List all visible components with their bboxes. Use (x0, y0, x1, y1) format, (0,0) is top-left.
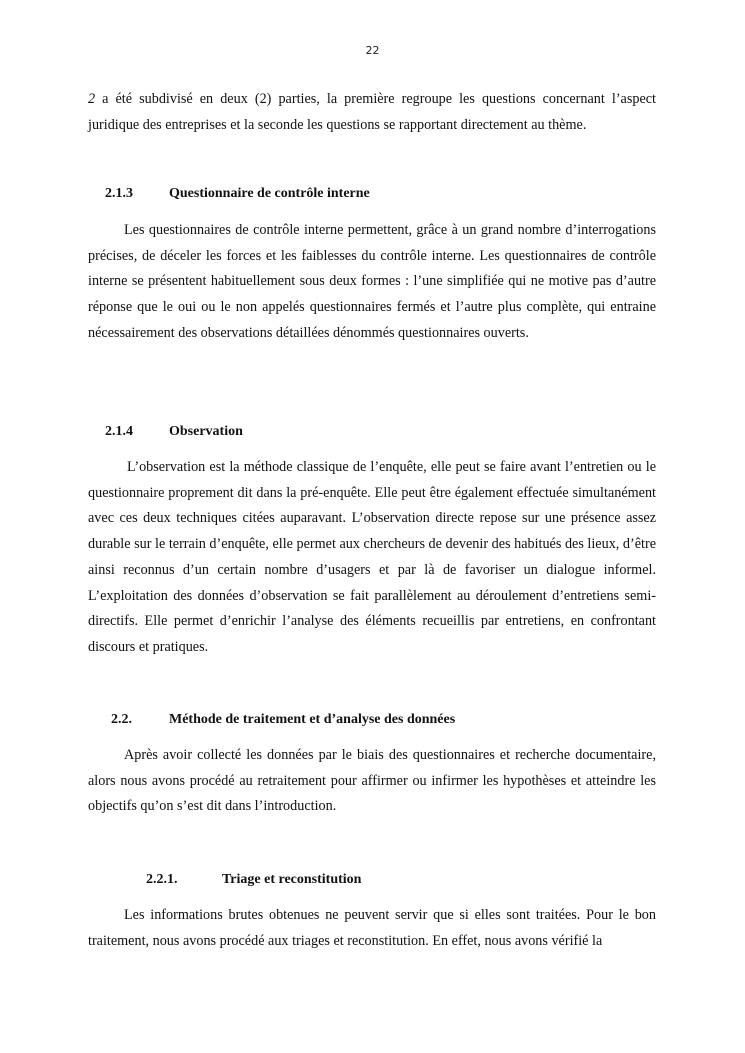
section-title: Méthode de traitement et d’analyse des données (169, 712, 456, 727)
section-title: Triage et reconstitution (222, 872, 362, 887)
section-body-2-1-4: L’observation est la méthode classique de l’enquête, elle peut se faire avant l’entretien ou le questionnaire proprement dit dans la pré-enquête. Elle peut être également effectuée simultanément avec ces deux techniques citées auparavant. L’observation directe repose sur une présence assez durable sur le terrain d’enquête, elle permet aux chercheurs de devenir des habitués des lieux, d’être ainsi reconnus d’un certain nombre d’usagers et par là de favoriser un dialogue informel. L’exploitation des données d’observation se fait parallèlement au déroulement d’entretiens semi-directifs. Elle permet d’enrichir l’analyse des éléments recueillis par entretiens, en confrontant discours et pratiques. (88, 459, 656, 655)
section-body-2-2: Après avoir collecté les données par le biais des questionnaires et recherche documentaire, alors nous avons procédé au retraitement pour affirmer ou infirmer les hypothèses et atteindre les objectifs qu’on s’est dit dans l’introduction. (88, 747, 656, 815)
intro-paragraph (88, 87, 656, 138)
section-body-2-2-1: Les informations brutes obtenues ne peuvent servir que si elles sont traitées. Pour le bon traitement, nous avons procédé aux triages et reconstitution. En effet, nous avons vérifié la (88, 907, 656, 949)
intro-lead: 2 (88, 91, 96, 107)
intro-text: a été subdivisé en deux (2) parties, la première regroupe les questions concernant l’aspect juridique des entreprises et la seconde les questions se rapportant directement au thème. (88, 91, 656, 133)
page-number: 22 (365, 44, 380, 57)
section-number: 2.1.4 (105, 424, 133, 439)
section-title: Questionnaire de contrôle interne (169, 186, 370, 201)
section-body-2-1-3: Les questionnaires de contrôle interne permettent, grâce à un grand nombre d’interrogations précises, de déceler les forces et les faiblesses du contrôle interne. Les questionnaires de contrôle interne se présentent habituellement sous deux formes : l’une simplifiée qui ne motive pas d’autre réponse que le oui ou le non appelés questionnaires fermés et l’autre plus complète, qui entraine nécessairement des observations détaillées dénommés questionnaires ouverts. (88, 222, 656, 341)
section-number: 2.2.1. (146, 872, 178, 887)
section-number: 2.1.3 (105, 186, 133, 201)
section-title: Observation (169, 424, 243, 439)
section-number: 2.2. (111, 712, 132, 727)
